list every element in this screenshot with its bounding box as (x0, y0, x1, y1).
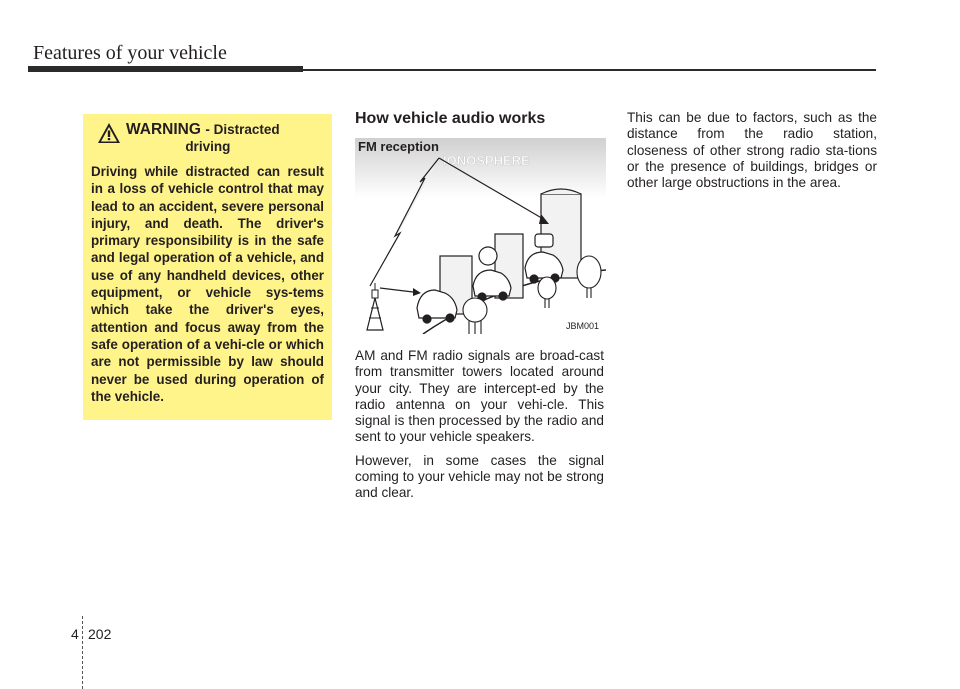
footer-divider (82, 616, 83, 689)
ionosphere-label: IONOSPHERE (443, 153, 530, 168)
warning-title (126, 121, 280, 155)
fm-reception-figure (355, 138, 606, 334)
figure-label: FM reception (358, 139, 439, 154)
section-title: Features of your vehicle (33, 42, 227, 64)
paragraph-signal: However, in some cases the signal coming to your vehicle may not be strong and clear. (355, 452, 604, 501)
header-rule-thick (28, 66, 303, 72)
warning-body: Driving while distracted can result in a loss of vehicle control that may lead to an accident, severe personal injury, and death. The driver's primary responsibility is in the safe and legal operation of a vehicle, and use of any handheld devices, other equipment, or vehicle sys-tems which take the driver's eyes, attention and focus away from the safe operation of a vehi-cle or which are not permissible by law should never be used during operation of the vehicle. (91, 164, 324, 404)
warning-header (91, 121, 324, 155)
header-rule-thin (303, 69, 876, 71)
paragraph-factors: This can be due to factors, such as the distance from the radio station, closeness of other strong radio sta-tions or the presence of buildings, bridges or other large obstructions in the area. (627, 110, 877, 191)
chapter-number: 4 (71, 626, 79, 642)
figure-code: JBM001 (566, 321, 600, 331)
paragraph-broadcast: AM and FM radio signals are broad-cast from transmitter towers located around your city. They are intercept-ed by the radio antenna on your vehi-cle. This signal is then processed by the radio and sent to your vehicle speakers. (355, 348, 604, 445)
audio-description (355, 348, 604, 509)
warning-subtitle: - Distracted (205, 122, 280, 137)
fm-reception-illustration (355, 138, 606, 334)
page-number: 202 (88, 626, 112, 642)
warning-triangle-icon (97, 122, 121, 144)
warning-box (83, 114, 332, 420)
audio-heading: How vehicle audio works (355, 110, 546, 127)
warning-word: WARNING (126, 121, 201, 138)
warning-subtitle-2: driving (185, 139, 231, 154)
